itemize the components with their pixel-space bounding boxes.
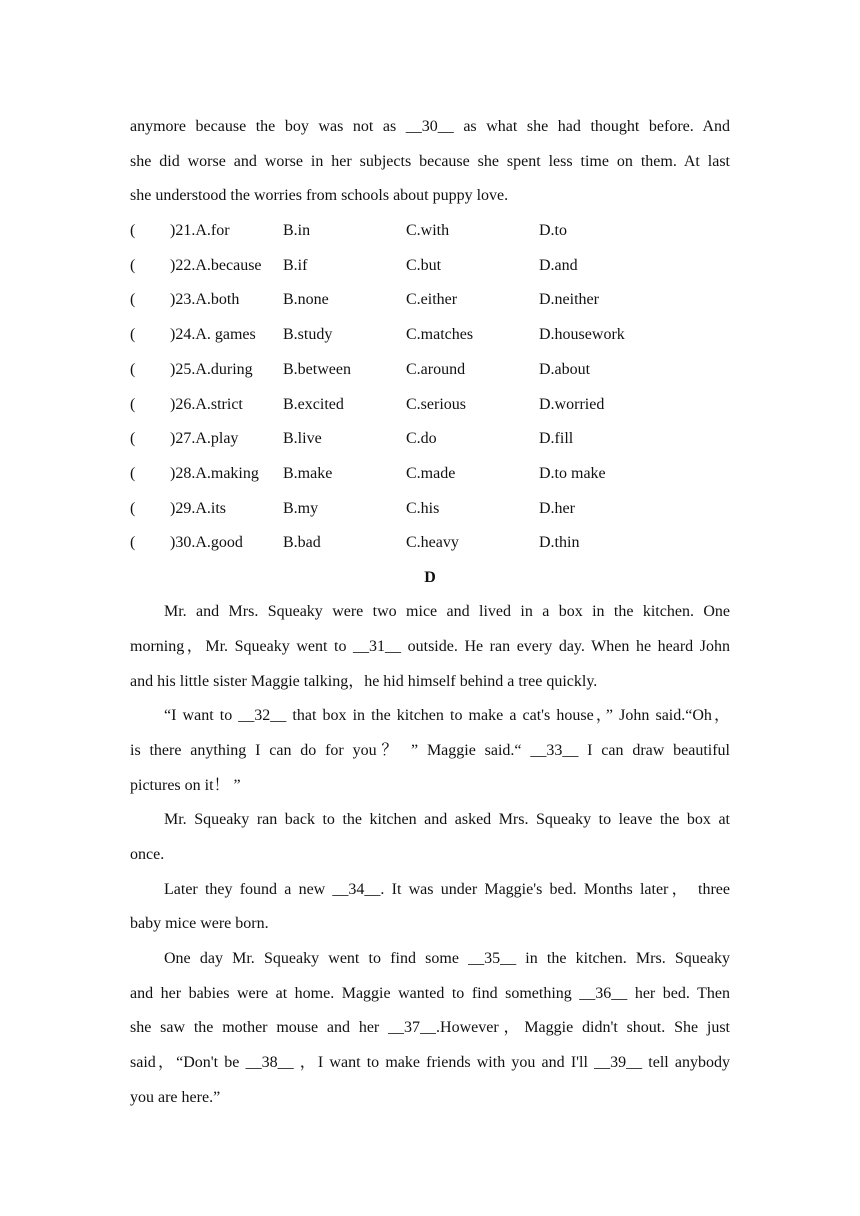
paragraph-line: and her babies were at home. Maggie wanted to find something __36__ her bed. Then: [130, 985, 730, 1002]
option-c: C.his: [406, 499, 440, 517]
option-c: C.made: [406, 464, 456, 482]
option-b: B.bad: [283, 534, 321, 552]
option-b: B.excited: [283, 395, 344, 413]
option-a: )29.A.its: [170, 499, 226, 517]
paragraph-line: and his little sister Maggie talking，he hid himself behind a tree quickly.: [130, 673, 598, 690]
paragraph-line: Mr. and Mrs. Squeaky were two mice and lived in a box in the kitchen. One: [164, 603, 730, 620]
option-b: B.none: [283, 291, 329, 309]
option-d: D.thin: [539, 534, 580, 552]
answer-paren: (: [130, 256, 136, 274]
paragraph-line: said，“Don't be __38__ ，I want to make friends with you and I'll __39__ tell anybody: [130, 1054, 731, 1071]
paragraph-line: is there anything I can do for you？ ” Maggie said.“ __33__ I can draw beautiful: [130, 742, 731, 759]
passage-c-line-2: she did worse and worse in her subjects because she spent less time on them. At last: [130, 153, 730, 170]
option-d: D.about: [539, 360, 591, 378]
passage-c-line-1: anymore because the boy was not as __30__ as what she had thought before. And: [130, 118, 730, 135]
option-a: )30.A.good: [170, 534, 243, 552]
answer-paren: (: [130, 395, 136, 413]
answer-paren: (: [130, 222, 136, 239]
question-row: [130, 535, 730, 555]
question-row: [130, 466, 730, 486]
option-c: C.around: [406, 360, 466, 378]
option-b: B.if: [283, 256, 308, 274]
question-row: [130, 362, 730, 382]
answer-paren: (: [130, 534, 136, 552]
paragraph-line: you are here.”: [130, 1089, 221, 1106]
question-row: [130, 431, 730, 451]
option-a: )25.A.during: [170, 360, 253, 378]
option-d: D.worried: [539, 395, 605, 413]
option-a: )24.A. games: [170, 326, 256, 344]
option-a: )26.A.strict: [170, 395, 243, 413]
question-row: [130, 223, 730, 243]
option-b: B.in: [283, 222, 311, 239]
paragraph-line: “I want to __32__ that box in the kitchen to make a cat's house，” John said.“Oh，: [164, 707, 731, 724]
option-d: D.and: [539, 256, 578, 274]
answer-paren: (: [130, 464, 136, 482]
option-d: D.housework: [539, 326, 625, 344]
option-c: C.do: [406, 430, 437, 448]
option-d: D.fill: [539, 430, 574, 448]
option-b: B.make: [283, 464, 333, 482]
option-a: )22.A.because: [170, 256, 262, 274]
option-d: D.to: [539, 222, 567, 239]
option-b: B.study: [283, 326, 333, 344]
option-a: )27.A.play: [170, 430, 239, 448]
question-row: [130, 292, 730, 312]
paragraph-line: One day Mr. Squeaky went to find some __35__ in the kitchen. Mrs. Squeaky: [164, 950, 730, 967]
question-row: [130, 501, 730, 521]
paragraph-line: Later they found a new __34__. It was under Maggie's bed. Months later， three: [164, 881, 730, 898]
question-row: [130, 327, 730, 347]
answer-paren: (: [130, 499, 136, 517]
option-d: D.neither: [539, 291, 599, 309]
option-c: C.with: [406, 222, 450, 239]
option-c: C.but: [406, 256, 442, 274]
option-a: )28.A.making: [170, 464, 259, 482]
option-a: )21.A.for: [170, 222, 230, 239]
option-b: B.my: [283, 499, 319, 517]
paragraph-line: morning，Mr. Squeaky went to __31__ outside. He ran every day. When he heard John: [130, 638, 730, 655]
option-c: C.matches: [406, 326, 474, 344]
passage-c-line-3: she understood the worries from schools about puppy love.: [130, 187, 509, 204]
paragraph-line: she saw the mother mouse and her __37__.However，Maggie didn't shout. She just: [130, 1019, 730, 1036]
paragraph-line: baby mice were born.: [130, 915, 269, 932]
answer-paren: (: [130, 360, 136, 378]
paragraph-line: once.: [130, 846, 165, 863]
option-c: C.either: [406, 291, 458, 309]
option-d: D.her: [539, 499, 575, 517]
section-d-heading: D: [424, 569, 436, 586]
option-b: B.live: [283, 430, 322, 448]
question-row: [130, 397, 730, 417]
paragraph-line: Mr. Squeaky ran back to the kitchen and asked Mrs. Squeaky to leave the box at: [164, 811, 730, 828]
option-c: C.serious: [406, 395, 466, 413]
option-c: C.heavy: [406, 534, 459, 552]
option-b: B.between: [283, 360, 351, 378]
paragraph-line: pictures on it！ ”: [130, 777, 241, 794]
option-a: )23.A.both: [170, 291, 240, 309]
answer-paren: (: [130, 326, 136, 344]
answer-paren: (: [130, 291, 136, 309]
option-d: D.to make: [539, 464, 606, 482]
answer-paren: (: [130, 430, 136, 448]
question-row: [130, 258, 730, 278]
